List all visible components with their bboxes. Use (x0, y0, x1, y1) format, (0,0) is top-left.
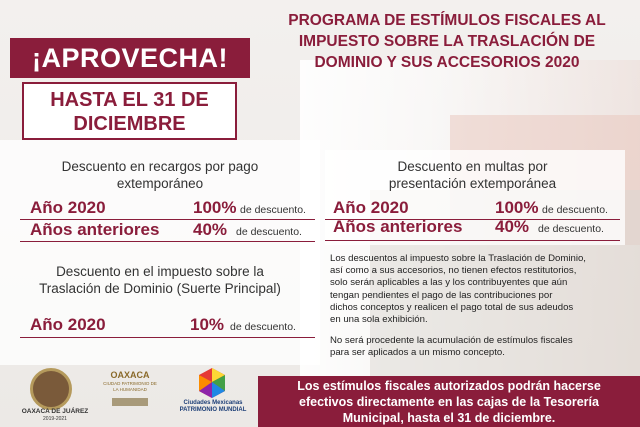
recargos-year-prev: Años anteriores (30, 220, 160, 239)
multas-heading-line1: Descuento en multas por (397, 159, 548, 174)
impuesto-percent-2020: 10% (190, 315, 225, 334)
note-line: Los descuentos al impuesto sobre la Traslación de Dominio, (330, 253, 586, 264)
oaxaca-logo-text: OAXACA (110, 370, 150, 380)
note-line: dichos conceptos y realicen el pago total de sus adeudos (330, 301, 574, 313)
title-line3: DOMINIO Y SUS ACCESORIOS 2020 (314, 54, 580, 71)
recargos-year-2020: Año 2020 (30, 198, 106, 217)
promo-banner: ¡APROVECHA! (10, 38, 250, 78)
multas-year-2020: Año 2020 (333, 198, 409, 217)
cm-line2: PATRIMONIO MUNDIAL (179, 407, 247, 413)
multas-year-prev: Años anteriores (333, 217, 463, 236)
ciudades-mexicanas-icon (195, 366, 229, 400)
ciudades-mexicanas-text (178, 400, 248, 414)
recargos-heading-line2: extemporáneo (116, 176, 204, 191)
multas-heading (330, 158, 615, 192)
juarez-logo-text: OAXACA DE JUÁREZ (21, 408, 89, 415)
cm-line1: Ciudades Mexicanas (183, 400, 243, 406)
divider (20, 241, 315, 242)
impuesto-heading (10, 263, 310, 297)
recargos-heading-line1: Descuento en recargos por pago (61, 159, 259, 174)
impuesto-label-2020: de descuento. (230, 321, 296, 333)
note-line: No será procedente la acumulación de estímulos fiscales (330, 335, 573, 347)
recargos-heading (10, 158, 310, 192)
municipal-seal-icon (30, 368, 72, 410)
multas-percent-2020: 100% (495, 198, 539, 217)
title-line2: IMPUESTO SOBRE LA TRASLACIÓN DE (298, 33, 596, 50)
note-line: en una sola exhibición. (330, 314, 428, 326)
divider (325, 240, 620, 241)
impuesto-heading-line2: Traslación de Dominio (Suerte Principal) (39, 281, 281, 296)
impuesto-year-2020: Año 2020 (30, 315, 106, 334)
note-line: para ser aplicados a un mismo concepto. (330, 347, 505, 359)
divider (20, 337, 315, 338)
page-title (262, 10, 632, 73)
footer-line1: Los estímulos fiscales autorizados podrán hacerse (297, 379, 601, 393)
multas-label-prev: de descuento. (538, 223, 604, 235)
note-line: tengan pendientes el pago de las contribuciones por (330, 289, 553, 301)
multas-heading-line2: presentación extemporánea (388, 176, 557, 191)
note-line: así como a sus accesorios, no tienen efectos restitutorios, (330, 265, 577, 277)
multas-percent-prev: 40% (495, 217, 530, 236)
footer-line2: efectivos directamente en las cajas de la Tesorería (299, 395, 599, 409)
recargos-percent-2020: 100% (193, 198, 237, 217)
multas-label-2020: de descuento. (542, 204, 608, 216)
deadline-line1: HASTA EL 31 DE (50, 89, 209, 111)
title-line1: PROGRAMA DE ESTÍMULOS FISCALES AL (288, 12, 606, 29)
deadline-line2: DICIEMBRE (73, 113, 186, 135)
deadline-box (22, 82, 237, 140)
note-line: solo serán aplicables a las y los contribuyentes que aún (330, 277, 568, 289)
conditions-note (330, 253, 630, 360)
impuesto-heading-line1: Descuento en el impuesto sobre la (56, 264, 264, 279)
juarez-logo-years: 2019-2021 (43, 416, 67, 422)
recargos-percent-prev: 40% (193, 220, 228, 239)
recargos-label-prev: de descuento. (236, 226, 302, 238)
oaxaca-logo-sub: CIUDAD PATRIMONIO DE LA HUMANIDAD (103, 381, 157, 392)
footer-banner (258, 376, 640, 427)
unesco-icon (112, 398, 148, 406)
footer-line3: Municipal, hasta el 31 de diciembre. (342, 411, 556, 425)
recargos-label-2020: de descuento. (240, 204, 306, 216)
